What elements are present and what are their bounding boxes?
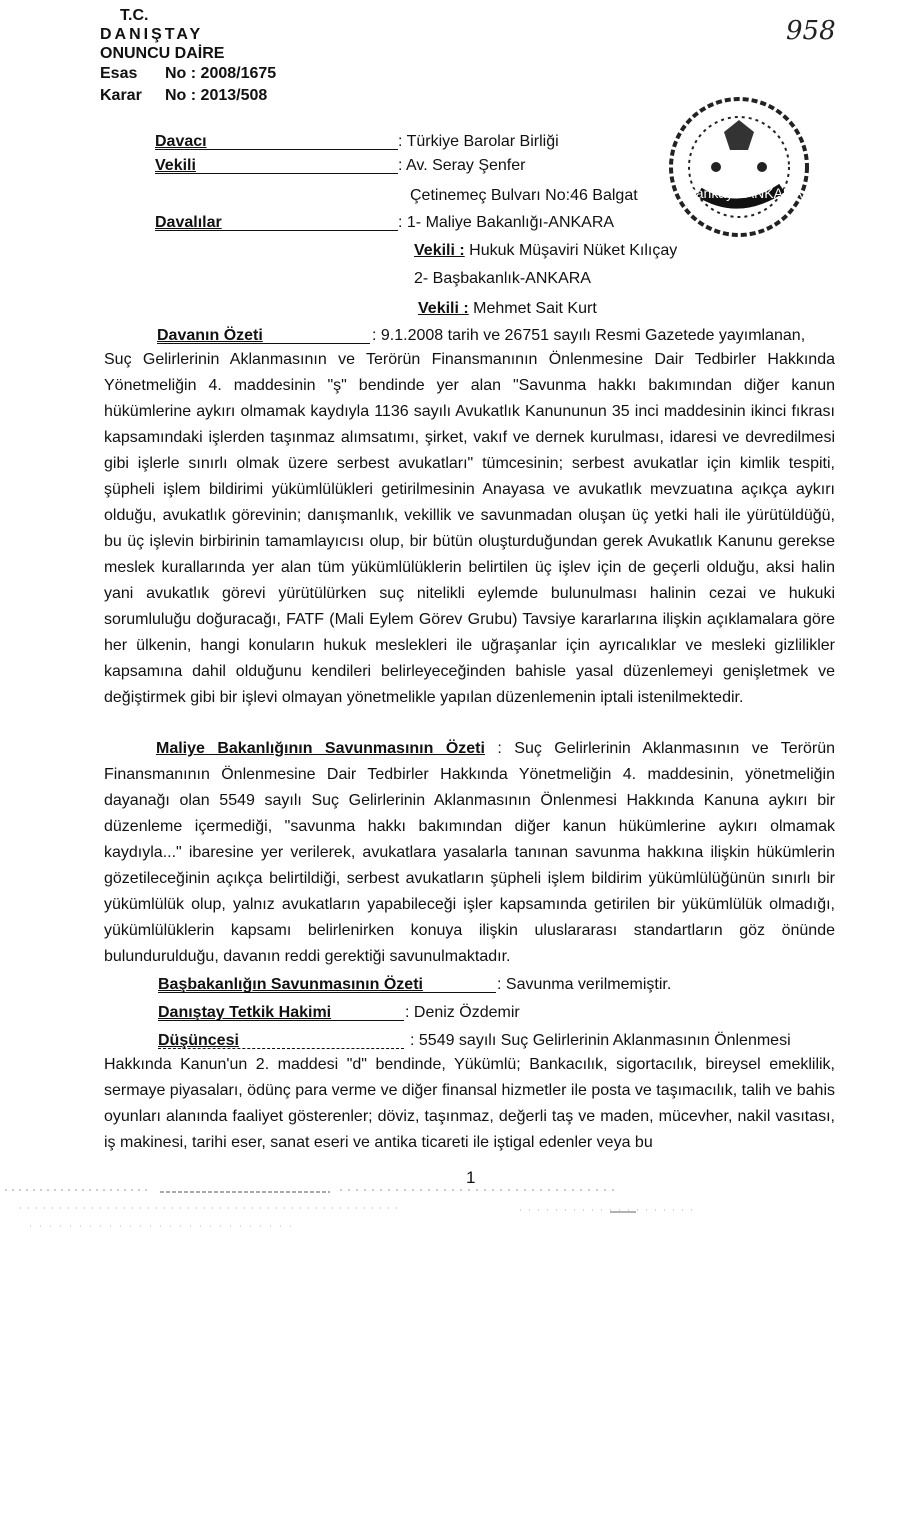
plaintiff-value: : Türkiye Barolar Birliği xyxy=(398,133,559,150)
opinion-label-line xyxy=(158,1048,404,1049)
basbakanlik-defence-label: Başbakanlığın Savunmasının Özeti xyxy=(158,976,423,993)
handwritten-page-number: 958 xyxy=(786,16,836,46)
chamber-name: ONUNCU DAİRE xyxy=(100,45,225,62)
counsel-label-line xyxy=(155,173,398,174)
judge-label: Danıştay Tetkik Hakimi xyxy=(158,1004,332,1021)
defendant-2: 2- Başbakanlık-ANKARA xyxy=(414,270,591,287)
summary-label: Davanın Özeti xyxy=(157,327,263,344)
counsel-label: Vekili xyxy=(155,157,196,174)
plaintiff-label: Davacı xyxy=(155,133,207,150)
defendants-label: Davalılar xyxy=(155,214,222,231)
scan-noise xyxy=(0,1180,922,1240)
maliye-defence xyxy=(104,736,835,970)
page-number: 1 xyxy=(466,1168,476,1187)
karar-label: Karar xyxy=(100,87,142,104)
counsel-value: : Av. Seray Şenfer xyxy=(398,157,526,174)
summary-first-line: : 9.1.2008 tarih ve 26751 sayılı Resmi Gazetede yayımlanan, xyxy=(372,327,806,344)
defendant-2-counsel-label: Vekili : xyxy=(418,300,469,317)
summary-body: Suç Gelirlerinin Aklanmasının ve Terörün Finansmanının Önlenmesine Dair Tedbirler Hakkında Yönetmeliğin 4. maddesinin "ş" bendinde yer alan "Savunma hakkı bakımından diğer kanun hükümlerine aykırı olmamak kaydıyla 1136 sayılı Avukatlık Kanununun 35 inci maddesinin ikinci fıkrası kapsamındaki işlerden taşınmaz alımsatımı, şirket, vakıf ve dernek kurulması, idaresi ve devredilmesi gibi işlerle sınırlı olmak üzere serbest avukatları" tümcesinin; serbest avukatlar için kimlik tespiti, şüpheli işlem bildirimi yükümlülükleri getirilmesinin Anayasa ve avukatlık mevzuatına açıkça aykırı olduğu, avukatlık görevinin; danışmanlık, vekillik ve savunmadan oluşan üç yetki hali ile yürütüldüğü, bu üç işlevin birbirinin tamamlayıcısı olup, bir bütün oluşturduğundan gerek Avukatlık Kanunu gerekse meslek kurallarında yer alan tüm yükümlülüklerin belirtilen üç işlev için de geçerli olduğu, aksi halin yani avukatlık görevi yürütülürken suç nitelikli eylemde bulunulması halinin cezai ve hukuki sorumluluğu doğuracağı, FATF (Mali Eylem Görev Grubu) Tavsiye kararlarına ilişkin açıklamalara göre her ülkenin, hangi konuların hukuk meslekleri ile uğraşanlar için ayrıcalıklar ve mesleki gizlilikler kapsamına dahil olduğunu kendileri belirleyeceğinden bahisle yasal düzenlemeyi genişletmek ve değiştirmek gibi bir işlevi olmayan yönetmelikle yapılan düzenlemenin iptali istenilmektedir. xyxy=(104,351,835,706)
official-stamp-icon xyxy=(664,92,814,242)
esas-number: No : 2008/1675 xyxy=(165,65,277,82)
judge-value: : Deniz Özdemir xyxy=(405,1004,520,1021)
opinion-first-line: : 5549 sayılı Suç Gelirlerinin Aklanmasının Önlenmesi xyxy=(410,1032,791,1049)
esas-label: Esas xyxy=(100,65,138,82)
country-label: T.C. xyxy=(120,7,149,24)
counsel-address: Çetinemeç Bulvarı No:46 Balgat xyxy=(410,187,638,204)
basbakanlik-label-line xyxy=(158,992,496,993)
opinion-label: Düşüncesi xyxy=(158,1032,239,1049)
karar-number: No : 2013/508 xyxy=(165,87,268,104)
judge-label-line xyxy=(158,1020,404,1021)
defendant-2-counsel-value: Mehmet Sait Kurt xyxy=(473,300,597,317)
basbakanlik-defence-value: : Savunma verilmemiştir. xyxy=(497,976,672,993)
defendants-label-line xyxy=(155,230,398,231)
opinion-body: Hakkında Kanun'un 2. maddesi "d" bendinde, Yükümlü; Bankacılık, sigortacılık, bireysel emeklilik, sermaye piyasaları, ödünç para verme ve diğer finansal hizmetler ile posta ve taşımacılık, talih ve bahis oyunları alanında faaliyet gösterenler; döviz, taşınmaz, değerli taş ve maden, mücevher, nakil vasıtası, iş makinesi, tarihi eser, sanat eseri ve antika ticareti ile iştigal edenler veya bu xyxy=(104,1056,836,1151)
defendant-1-counsel-label: Vekili : xyxy=(414,242,465,259)
maliye-defence-text: : Suç Gelirlerinin Aklanmasının ve Terörün Finansmanının Önlenmesine Dair Tedbirler Hakkında Yönetmeliğin 4. maddesinin, yönetmeliğin dayanağı olan 5549 sayılı Suç Gelirlerinin Aklanmasının Önlenmesi Hakkında Kanuna aykırı bir düzenleme içermediği, "savunma hakkı bakımından diğer kanun hükümlerine aykırı olmamak kaydıyla..." ibaresine yer verilerek, avukatlara yasalarla tanınan savunma hakkına ilişkin hükümlerin gözetileceğinin açıkça belirtildiği, serbest avukatların şüpheli işlem bildirim yükümlülüğünün sınırlı bir yükümlülük olup, yalnız avukatların yapabileceği işler kapsamında getirilen bir yükümlülük olmadığı, yükümlülüklerin kapsamı belirlenirken konuya ilişkin uluslararası standartların göz önünde bulundurulduğu, davanın reddi gerektiği savunulmaktadır. xyxy=(104,740,836,965)
maliye-defence-label: Maliye Bakanlığının Savunmasının Özeti xyxy=(156,740,485,757)
defendant-1-counsel-value: Hukuk Müşaviri Nüket Kılıçay xyxy=(469,242,678,259)
summary-label-line xyxy=(157,343,370,344)
defendant-1: : 1- Maliye Bakanlığı-ANKARA xyxy=(398,214,615,231)
stamp-text: Çankaya/ANKARA xyxy=(685,185,803,201)
plaintiff-label-line xyxy=(155,149,398,150)
court-name: DANIŞTAY xyxy=(100,26,204,43)
